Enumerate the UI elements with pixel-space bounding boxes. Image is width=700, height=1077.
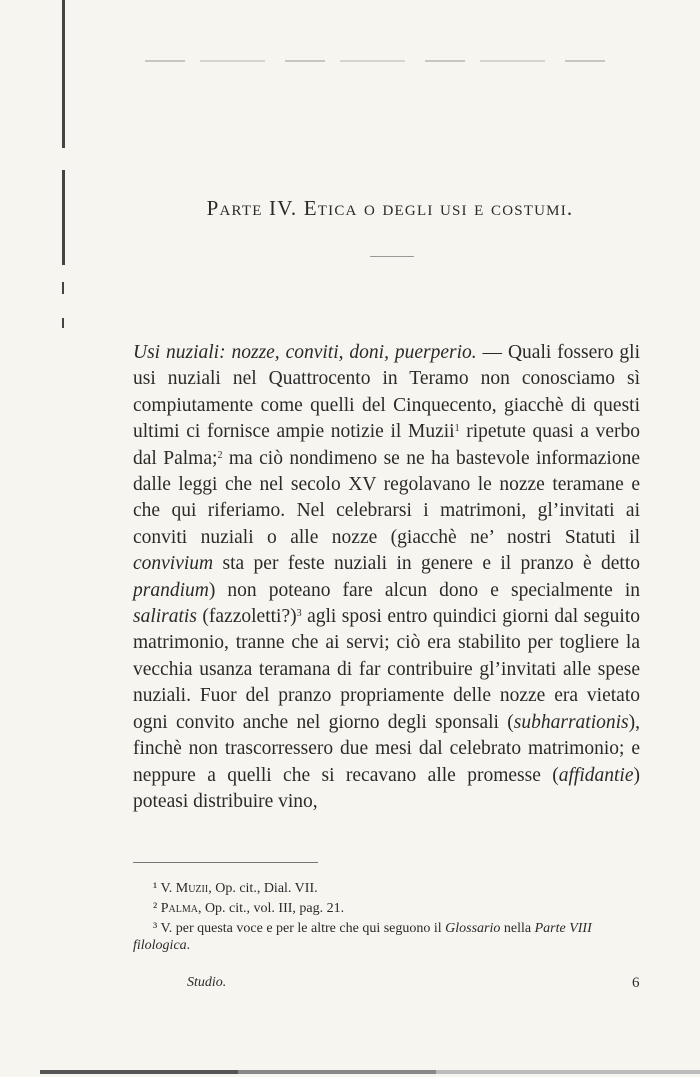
footnote-ref[interactable]: 1 [454, 423, 460, 435]
margin-edge-line [62, 0, 65, 148]
footnote-rule [133, 862, 318, 863]
header-rule [145, 60, 605, 62]
italic-term: affidantie [558, 764, 634, 786]
footnote-mark: ³ [153, 921, 158, 936]
margin-edge-mark [62, 318, 64, 328]
footnote-text: . [186, 938, 191, 953]
text-run: — Quali fossero gli usi nuziali nel Quattrocento in Teramo non conosciamo sì compiutamente come quelli del Cinquecento, giacchè di questi ultimi ci fornisce ampie notizie il Muzii [133, 342, 640, 443]
page-bottom-edge [40, 1070, 700, 1074]
footnote-mark: ¹ [153, 881, 158, 896]
footnote-text: , Op. cit., vol. III, pag. 21. [197, 901, 345, 916]
text-run: agli sposi entro quindici giorni dal seguito matrimonio, tranne che ai servi; ciò era stabilito per togliere la vecchia usanza teramana di far contribuire gl’invitati alle spese nuziali. Fuor del pranzo propriamente delle nozze era vietato ogni convito anche nel giorno degli sponsali ( [133, 606, 640, 733]
footnote-author: Palma [160, 901, 198, 916]
text-run: sta per feste nuziali in genere e il pranzo è detto [213, 553, 640, 575]
text-run: ripetute quasi a verbo dal Palma; [133, 421, 641, 469]
footnote-mark: ² [153, 901, 158, 916]
text-run: ) poteasi distribuire vino, [133, 764, 640, 812]
margin-edge-line [62, 170, 65, 265]
page-number: 6 [632, 975, 640, 991]
text-run: ) non poteano fare alcun dono e specialmente in [208, 579, 640, 601]
footnote-text: nella [500, 921, 535, 936]
printer-signature: Studio. [187, 975, 227, 990]
footnote-text: , Op. cit., Dial. VII. [208, 881, 318, 896]
italic-term: saliratis [133, 606, 197, 628]
paragraph [133, 340, 640, 815]
title-divider [370, 256, 414, 257]
footnote-author: Muzii [175, 881, 209, 896]
text-run: (fazzoletti?) [196, 606, 297, 628]
footnote-ref[interactable]: 3 [296, 608, 302, 620]
footnote-3 [133, 920, 640, 954]
footnote-ref[interactable]: 2 [217, 449, 223, 461]
margin-edge-mark [62, 282, 64, 294]
text-run: ), finchè non trascorressero due mesi dal celebrato matrimonio; e neppure a quelli che si recavano alle promesse ( [133, 711, 640, 786]
italic-term: convivium [133, 553, 214, 575]
text-run: ma ciò nondimeno se ne ha bastevole informazione dalle leggi che nel secolo XV regolavano le nozze teramane e che qui riferiamo. Nel celebrarsi i matrimoni, gl’invitati ai conviti nuziali o alle nozze (giacchè ne’ nostri Statuti il [133, 447, 640, 548]
lead-heading: Usi nuziali: nozze, conviti, doni, puerperio. [133, 342, 477, 363]
footnote-2 [153, 900, 660, 917]
body-text [133, 340, 640, 815]
section-title: Parte IV. Etica o degli usi e costumi. [206, 196, 574, 220]
footnote-1: ¹ V. Muzii, Op. cit., Dial. VII. [153, 881, 318, 896]
footnote-text: V. per questa voce e per le altre che qui seguono il [157, 921, 446, 936]
footnote-italic: Glossario [445, 921, 501, 936]
italic-term: subharrationis [513, 711, 629, 733]
footnote-italic: Parte VIII filologica [133, 921, 592, 953]
italic-term: prandium [133, 579, 209, 601]
